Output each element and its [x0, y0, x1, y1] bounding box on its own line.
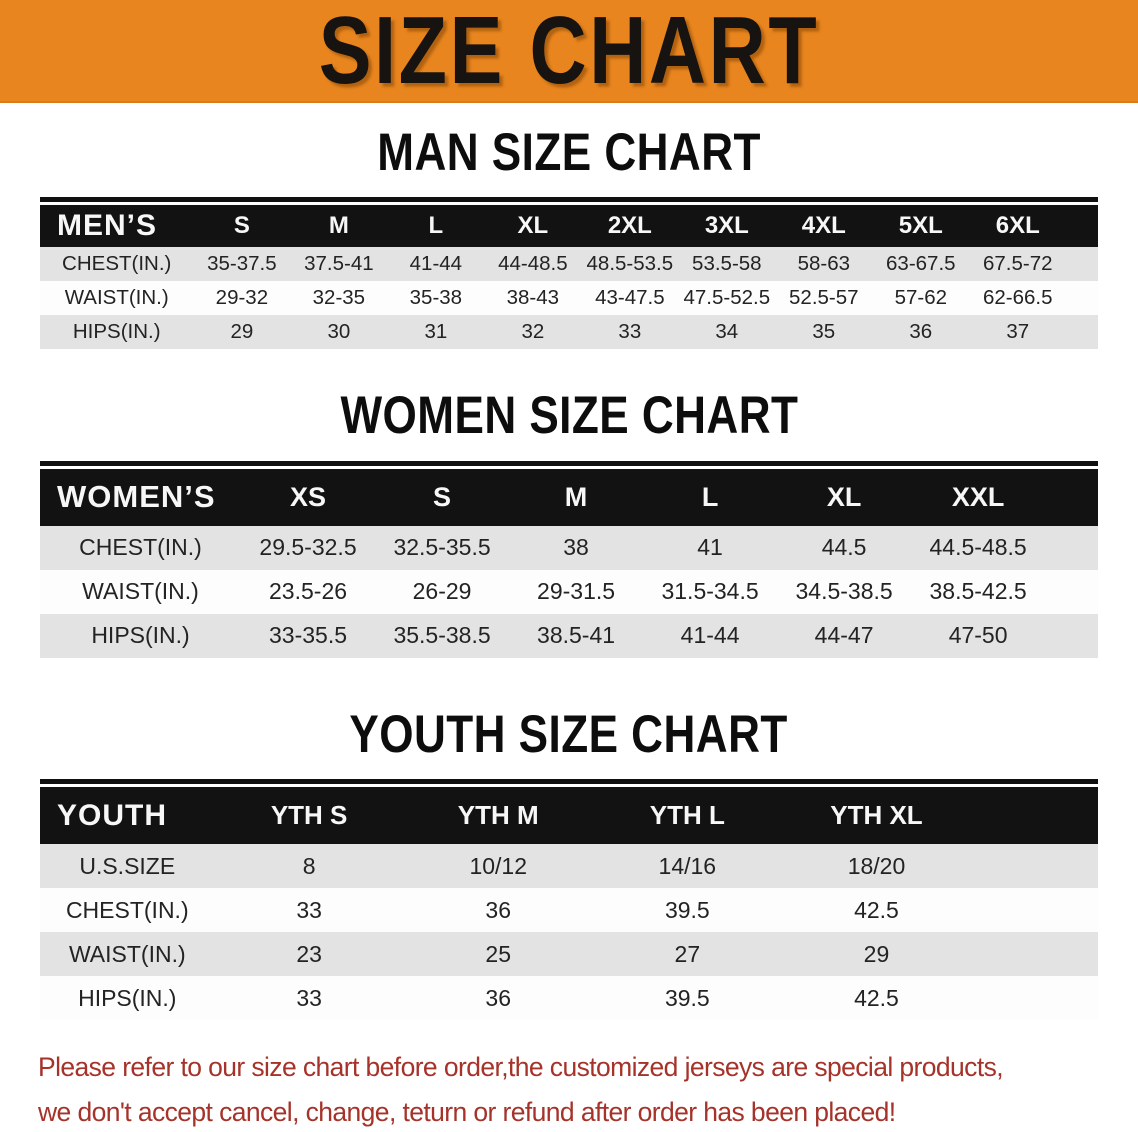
disclaimer-line-2: we don't accept cancel, change, teturn or refund after order has been placed! — [38, 1097, 896, 1128]
size-column-header: 5XL — [872, 205, 969, 247]
row-label: HIPS(IN.) — [40, 614, 241, 658]
size-value-cell: 32.5-35.5 — [375, 526, 509, 570]
spacer-cell — [971, 888, 1098, 932]
size-value-cell: 41-44 — [387, 247, 484, 281]
size-table — [40, 469, 1098, 658]
table-row — [40, 247, 1098, 281]
table-row — [40, 888, 1098, 932]
men-size-table — [40, 197, 1098, 349]
row-label: U.S.SIZE — [40, 844, 215, 888]
size-column-header: 2XL — [581, 205, 678, 247]
size-value-cell: 52.5-57 — [775, 281, 872, 315]
table-row — [40, 932, 1098, 976]
table-row — [40, 570, 1098, 614]
row-label: HIPS(IN.) — [40, 315, 193, 349]
size-column-header: 4XL — [775, 205, 872, 247]
size-column-header: 3XL — [678, 205, 775, 247]
table-row — [40, 976, 1098, 1020]
size-table — [40, 205, 1098, 349]
women-section-heading-text: WOMEN SIZE CHART — [340, 387, 798, 446]
size-value-cell: 29 — [193, 315, 290, 349]
size-value-cell: 48.5-53.5 — [581, 247, 678, 281]
disclaimer-line-1: Please refer to our size chart before order,the customized jerseys are special products, — [38, 1052, 1004, 1083]
spacer-cell — [971, 844, 1098, 888]
size-value-cell: 39.5 — [593, 976, 782, 1020]
table-header-row — [40, 469, 1098, 526]
spacer-cell — [1045, 469, 1098, 526]
size-value-cell: 35-38 — [387, 281, 484, 315]
size-column-header: M — [290, 205, 387, 247]
size-value-cell: 34 — [678, 315, 775, 349]
size-column-header: XS — [241, 469, 375, 526]
spacer-cell — [1045, 526, 1098, 570]
row-label: CHEST(IN.) — [40, 888, 215, 932]
size-value-cell: 47-50 — [911, 614, 1045, 658]
row-label: WAIST(IN.) — [40, 281, 193, 315]
size-value-cell: 35 — [775, 315, 872, 349]
size-value-cell: 36 — [872, 315, 969, 349]
table-header-row — [40, 205, 1098, 247]
row-label: HIPS(IN.) — [40, 976, 215, 1020]
row-label: WAIST(IN.) — [40, 932, 215, 976]
row-label: CHEST(IN.) — [40, 526, 241, 570]
size-value-cell: 36 — [404, 976, 593, 1020]
table-row — [40, 281, 1098, 315]
size-value-cell: 43-47.5 — [581, 281, 678, 315]
spacer-cell — [971, 976, 1098, 1020]
size-value-cell: 44-48.5 — [484, 247, 581, 281]
size-value-cell: 29 — [782, 932, 971, 976]
table-row — [40, 614, 1098, 658]
size-value-cell: 29.5-32.5 — [241, 526, 375, 570]
size-value-cell: 38.5-42.5 — [911, 570, 1045, 614]
size-value-cell: 44-47 — [777, 614, 911, 658]
size-value-cell: 62-66.5 — [969, 281, 1066, 315]
size-value-cell: 25 — [404, 932, 593, 976]
size-value-cell: 33-35.5 — [241, 614, 375, 658]
size-value-cell: 32 — [484, 315, 581, 349]
size-value-cell: 39.5 — [593, 888, 782, 932]
spacer-cell — [1045, 614, 1098, 658]
size-value-cell: 42.5 — [782, 976, 971, 1020]
size-column-header: L — [387, 205, 484, 247]
size-value-cell: 29-32 — [193, 281, 290, 315]
youth-size-table — [40, 779, 1098, 1020]
size-value-cell: 27 — [593, 932, 782, 976]
row-label: WAIST(IN.) — [40, 570, 241, 614]
size-value-cell: 44.5-48.5 — [911, 526, 1045, 570]
men-section-heading-text: MAN SIZE CHART — [377, 123, 761, 183]
youth-section-heading — [0, 658, 1138, 764]
size-value-cell: 57-62 — [872, 281, 969, 315]
spacer-cell — [971, 932, 1098, 976]
table-row — [40, 526, 1098, 570]
size-chart-sections — [0, 103, 1138, 1020]
size-value-cell: 37 — [969, 315, 1066, 349]
size-column-header: YTH XL — [782, 787, 971, 844]
men-section-heading — [0, 103, 1138, 183]
size-value-cell: 33 — [581, 315, 678, 349]
size-column-header: YTH M — [404, 787, 593, 844]
women-section-heading — [0, 349, 1138, 446]
size-value-cell: 30 — [290, 315, 387, 349]
size-value-cell: 63-67.5 — [872, 247, 969, 281]
section-women — [0, 349, 1138, 657]
size-value-cell: 58-63 — [775, 247, 872, 281]
size-value-cell: 33 — [215, 888, 404, 932]
size-column-header: XXL — [911, 469, 1045, 526]
size-value-cell: 44.5 — [777, 526, 911, 570]
spacer-cell — [1045, 570, 1098, 614]
size-value-cell: 33 — [215, 976, 404, 1020]
size-value-cell: 37.5-41 — [290, 247, 387, 281]
spacer-cell — [1066, 205, 1098, 247]
size-value-cell: 38.5-41 — [509, 614, 643, 658]
size-value-cell: 32-35 — [290, 281, 387, 315]
table-row — [40, 844, 1098, 888]
size-value-cell: 41-44 — [643, 614, 777, 658]
banner — [0, 0, 1138, 103]
size-value-cell: 23 — [215, 932, 404, 976]
size-value-cell: 31.5-34.5 — [643, 570, 777, 614]
size-column-header: L — [643, 469, 777, 526]
size-value-cell: 18/20 — [782, 844, 971, 888]
page-title: SIZE CHART — [318, 0, 820, 103]
row-label: CHEST(IN.) — [40, 247, 193, 281]
disclaimer — [38, 1050, 1100, 1131]
size-value-cell: 42.5 — [782, 888, 971, 932]
table-row — [40, 315, 1098, 349]
size-column-header: XL — [777, 469, 911, 526]
size-value-cell: 36 — [404, 888, 593, 932]
table-corner-label: YOUTH — [40, 787, 215, 844]
size-value-cell: 35.5-38.5 — [375, 614, 509, 658]
spacer-cell — [1066, 247, 1098, 281]
size-value-cell: 14/16 — [593, 844, 782, 888]
size-value-cell: 41 — [643, 526, 777, 570]
size-value-cell: 26-29 — [375, 570, 509, 614]
size-column-header: S — [193, 205, 290, 247]
table-header-row — [40, 787, 1098, 844]
table-corner-label: WOMEN’S — [40, 469, 241, 526]
size-value-cell: 10/12 — [404, 844, 593, 888]
spacer-cell — [971, 787, 1098, 844]
section-youth — [0, 658, 1138, 1020]
size-table — [40, 787, 1098, 1020]
size-column-header: M — [509, 469, 643, 526]
size-value-cell: 29-31.5 — [509, 570, 643, 614]
women-size-table — [40, 461, 1098, 658]
section-men — [0, 103, 1138, 349]
size-value-cell: 53.5-58 — [678, 247, 775, 281]
size-value-cell: 38 — [509, 526, 643, 570]
table-corner-label: MEN’S — [40, 205, 193, 247]
spacer-cell — [1066, 281, 1098, 315]
size-column-header: YTH L — [593, 787, 782, 844]
size-value-cell: 23.5-26 — [241, 570, 375, 614]
size-value-cell: 47.5-52.5 — [678, 281, 775, 315]
size-value-cell: 67.5-72 — [969, 247, 1066, 281]
spacer-cell — [1066, 315, 1098, 349]
size-column-header: XL — [484, 205, 581, 247]
size-value-cell: 34.5-38.5 — [777, 570, 911, 614]
size-column-header: S — [375, 469, 509, 526]
youth-section-heading-text: YOUTH SIZE CHART — [349, 705, 789, 764]
size-value-cell: 35-37.5 — [193, 247, 290, 281]
size-value-cell: 31 — [387, 315, 484, 349]
size-value-cell: 8 — [215, 844, 404, 888]
size-column-header: 6XL — [969, 205, 1066, 247]
size-column-header: YTH S — [215, 787, 404, 844]
size-value-cell: 38-43 — [484, 281, 581, 315]
